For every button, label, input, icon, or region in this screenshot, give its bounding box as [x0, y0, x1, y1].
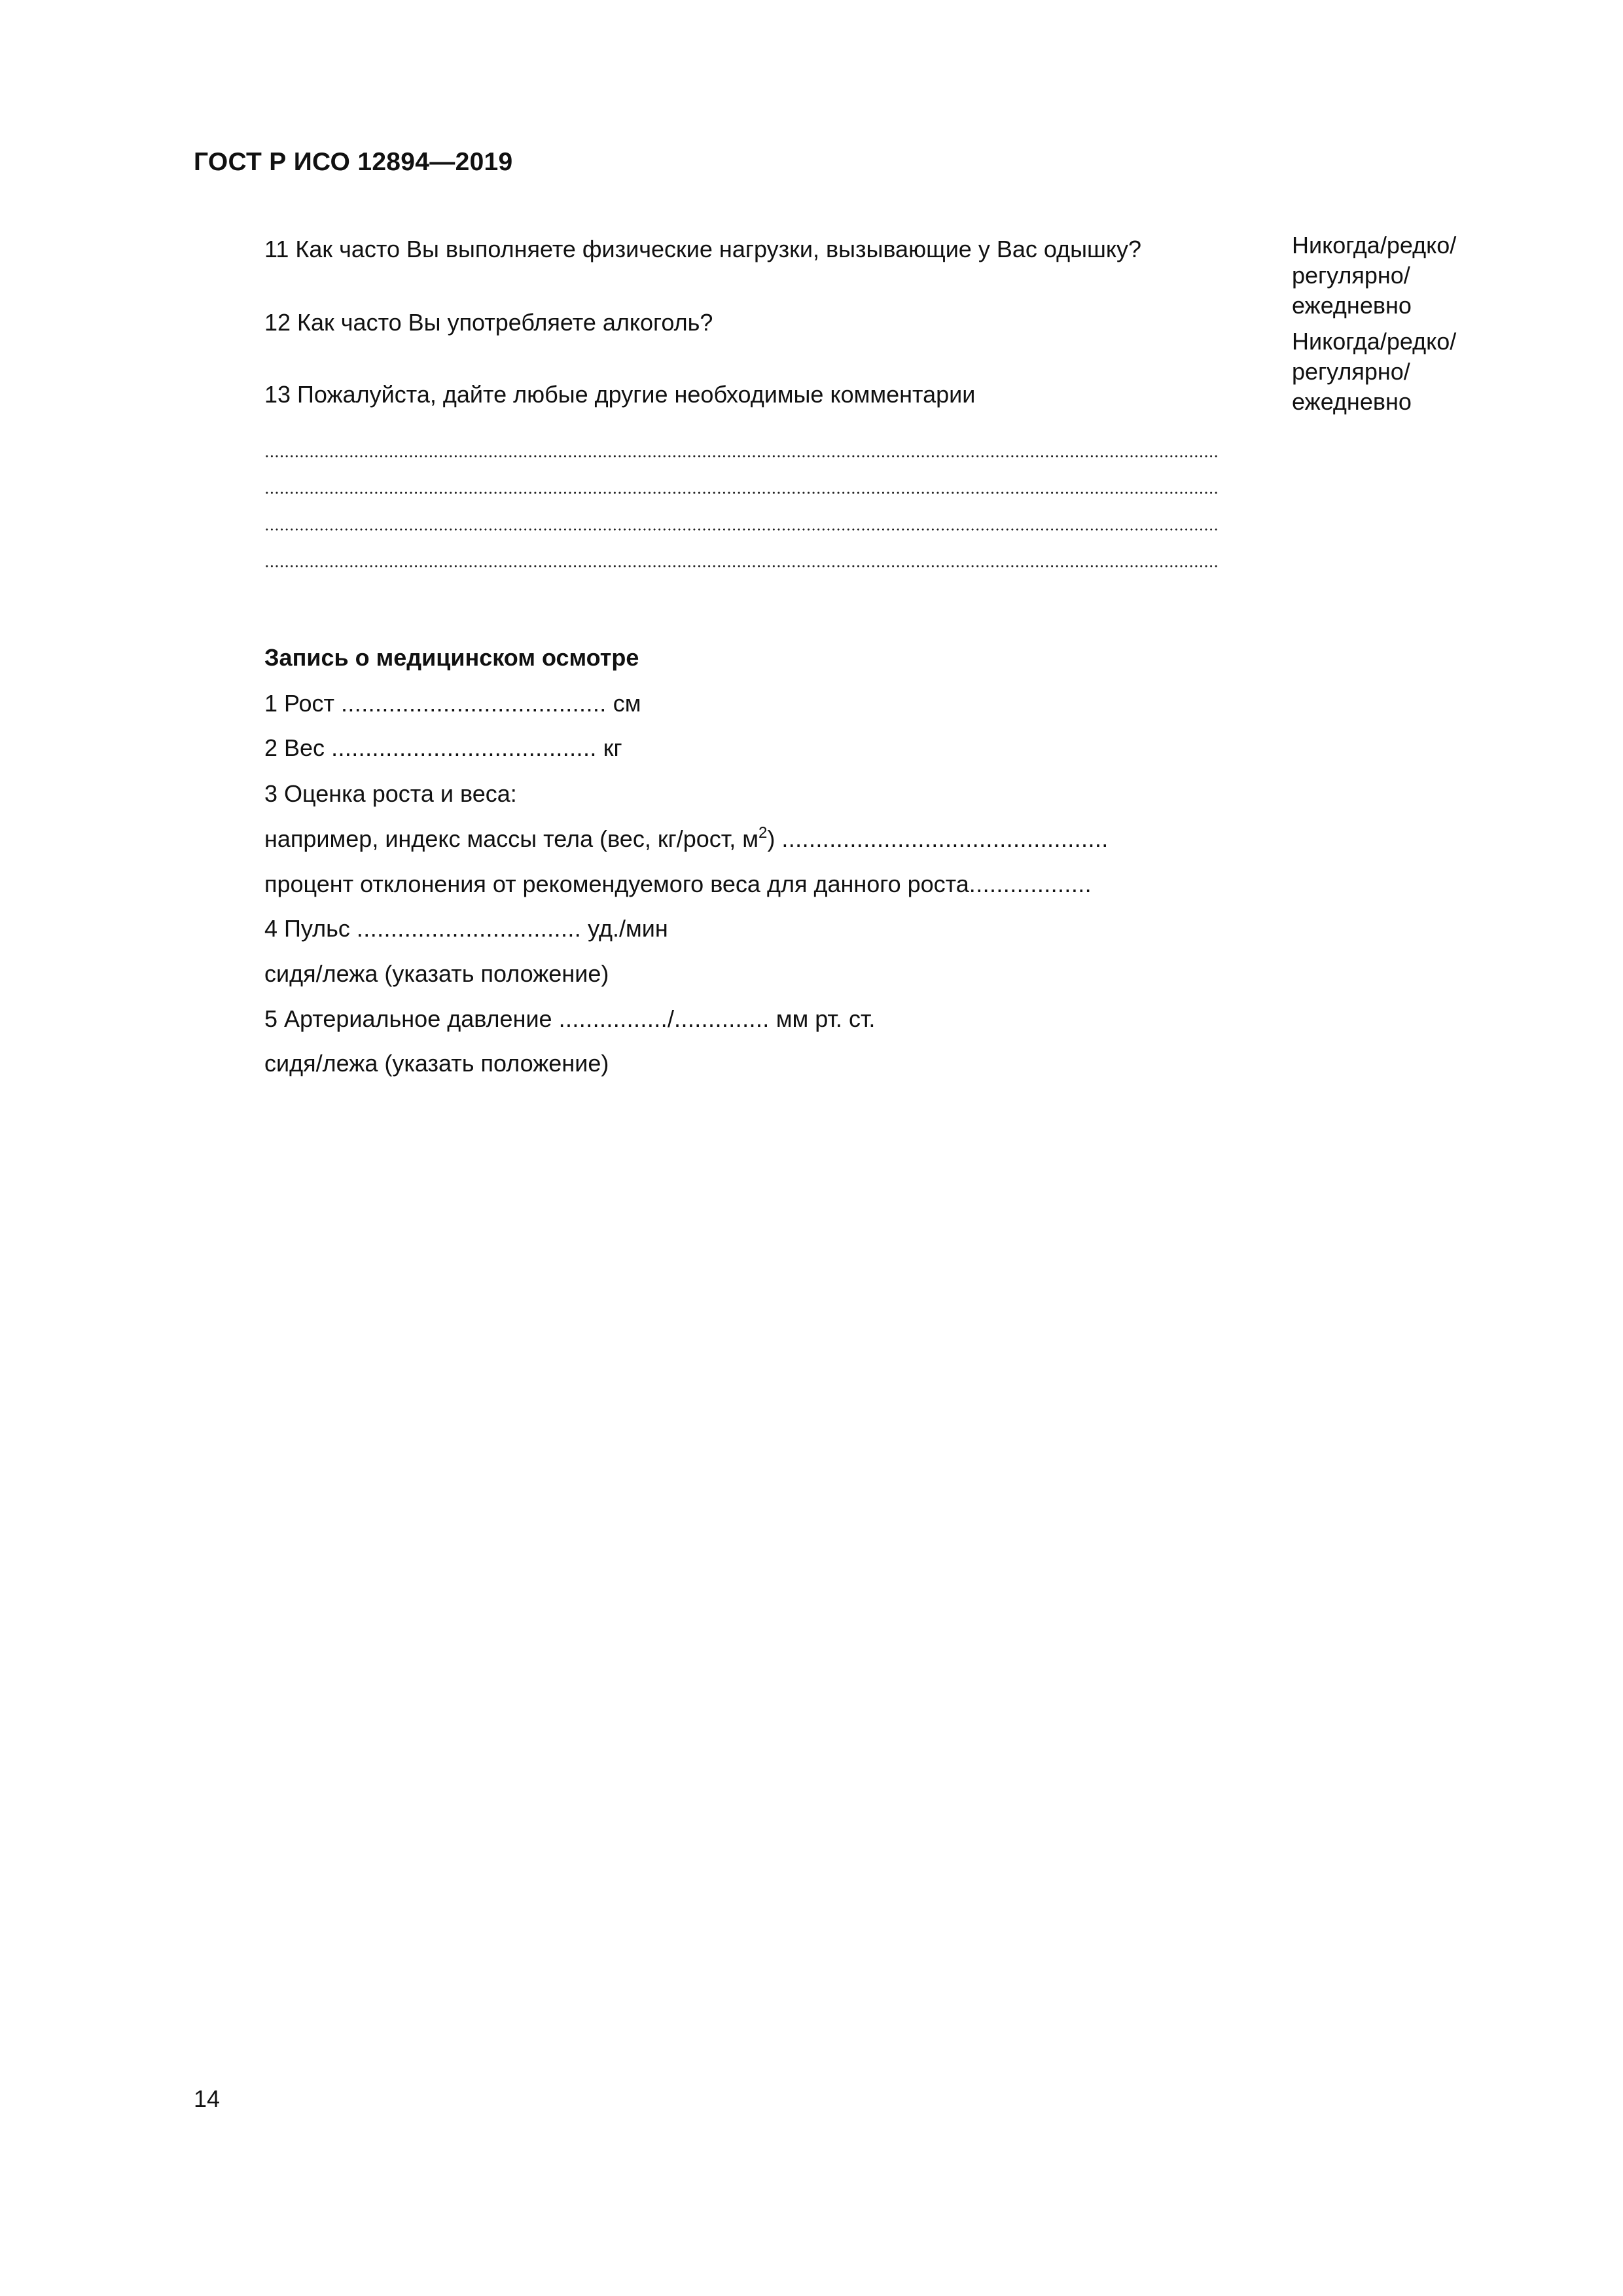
weight-field	[264, 734, 622, 762]
question-11: 11 Как часто Вы выполняете физические нагрузки, вызывающие у Вас одышку?	[264, 236, 1142, 262]
deviation-input-dots[interactable]: ..................	[969, 870, 1092, 897]
answer-options-q11	[1292, 230, 1456, 321]
deviation-label: процент отклонения от рекомендуемого веса для данного роста	[264, 870, 969, 897]
pulse-field	[264, 915, 668, 942]
page-number: 14	[194, 2085, 221, 2112]
medical-exam-title: Запись о медицинском осмотре	[264, 644, 639, 671]
blood-pressure-unit: мм рт. ст.	[776, 1005, 876, 1032]
answer-option-line: регулярно/	[1292, 358, 1410, 385]
comment-line[interactable]	[264, 565, 1217, 567]
question-13: 13 Пожалуйста, дайте любые другие необходимые комментарии	[264, 381, 976, 408]
comment-line[interactable]	[264, 492, 1217, 494]
bmi-field	[264, 825, 1109, 853]
blood-pressure-field	[264, 1005, 875, 1033]
answer-option-line: ежедневно	[1292, 292, 1412, 319]
height-input-dots[interactable]: .......................................	[340, 690, 607, 717]
comment-line[interactable]	[264, 528, 1217, 531]
diastolic-input-dots[interactable]: ..............	[674, 1005, 770, 1032]
weight-input-dots[interactable]: .......................................	[331, 734, 597, 761]
height-field	[264, 690, 641, 717]
weight-label: 2 Вес	[264, 734, 325, 761]
weight-unit: кг	[603, 734, 622, 761]
document-header: ГОСТ Р ИСО 12894—2019	[194, 148, 513, 176]
answer-option-line: Никогда/редко/	[1292, 232, 1457, 259]
bmi-input-dots[interactable]: ................................................	[781, 825, 1109, 852]
comment-line[interactable]	[264, 455, 1217, 457]
systolic-input-dots[interactable]: ................	[558, 1005, 668, 1032]
assessment-label: 3 Оценка роста и веса:	[264, 780, 517, 807]
blood-pressure-label: 5 Артериальное давление	[264, 1005, 552, 1032]
answer-option-line: регулярно/	[1292, 262, 1410, 289]
pulse-unit: уд./мин	[588, 915, 668, 942]
answer-option-line: ежедневно	[1292, 388, 1412, 415]
height-label: 1 Рост	[264, 690, 334, 717]
answer-options-q12	[1292, 327, 1456, 417]
bmi-close: )	[767, 825, 776, 852]
height-unit: см	[613, 690, 641, 717]
bmi-label: например, индекс массы тела (вес, кг/рост, м	[264, 825, 758, 852]
pressure-separator: /	[668, 1005, 675, 1032]
pulse-label: 4 Пульс	[264, 915, 350, 942]
pulse-input-dots[interactable]: .................................	[356, 915, 582, 942]
bp-position: сидя/лежа (указать положение)	[264, 1050, 609, 1077]
answer-option-line: Никогда/редко/	[1292, 328, 1457, 355]
deviation-field	[264, 870, 1092, 898]
question-12: 12 Как часто Вы употребляете алкоголь?	[264, 309, 713, 336]
bmi-exponent: 2	[758, 824, 768, 842]
pulse-position: сидя/лежа (указать положение)	[264, 960, 609, 987]
